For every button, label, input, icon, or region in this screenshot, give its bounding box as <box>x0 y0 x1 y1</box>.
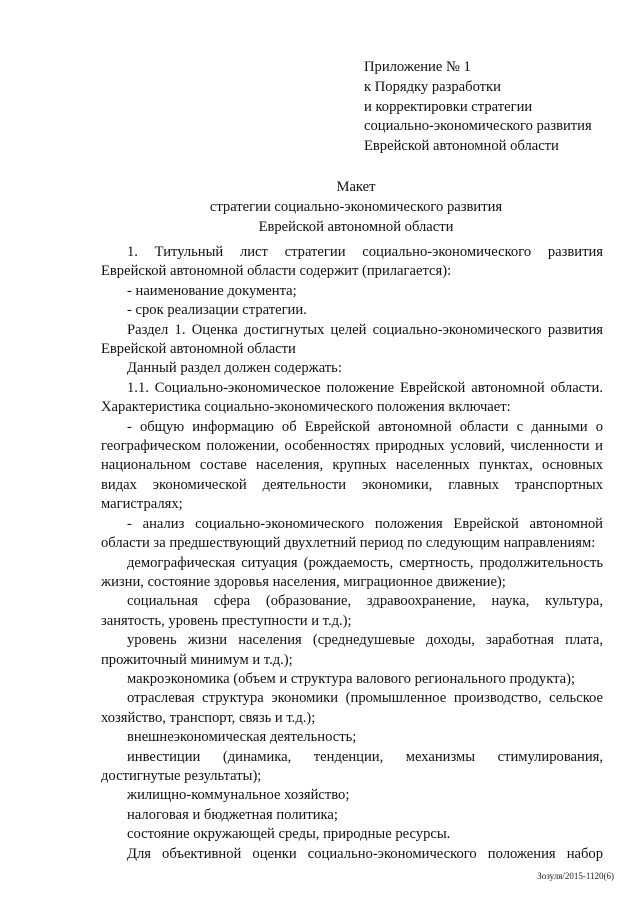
document-title <box>100 178 612 237</box>
document-code: Зозуля/2015-1120(6) <box>537 871 614 881</box>
body-paragraph: 1.1. Социально-экономическое положение Еврейской автономной области. Характеристика социально-экономического положения включает: <box>101 379 603 416</box>
direction-item: жилищно-коммунальное хозяйство; <box>127 787 350 804</box>
section-heading: Раздел 1. Оценка достигнутых целей социально-экономического развития Еврейской автономной области <box>101 321 603 358</box>
direction-item: инвестиции (динамика, тенденции, механизмы стимулирования, достигнутые результаты); <box>101 748 603 784</box>
direction-item: социальная сфера (образование, здравоохранение, наука, культура, занятость, уровень преступности и т.д.); <box>101 593 603 629</box>
direction-item: макроэкономика (объем и структура валового регионального продукта); <box>127 670 576 687</box>
direction-item: демографическая ситуация (рождаемость, смертность, продолжительность жизни, состояние здоровья населения, миграционное движение); <box>101 554 603 590</box>
direction-item: состояние окружающей среды, природные ресурсы. <box>127 826 451 843</box>
body-list-item: - срок реализации стратегии. <box>127 302 307 319</box>
body-list-item: - наименование документа; <box>127 282 297 299</box>
direction-item: налоговая и бюджетная политика; <box>127 806 338 823</box>
direction-item: уровень жизни населения (среднедушевые доходы, заработная плата, прожиточный минимум и т.д.); <box>101 632 603 668</box>
title-line: Макет <box>336 179 376 195</box>
title-line: стратегии социально-экономического развития <box>209 198 503 215</box>
body-paragraph: Для объективной оценки социально-экономического положения набор <box>127 845 603 862</box>
body-list-item: - общую информацию об Еврейской автономной области с данными о географическом положении, особенностях природных условий, численности и национальном составе населения, крупных населенных пунктах, основных видах экономической деятельности экономики, главных транспортных магистралях; <box>101 418 603 513</box>
direction-item: внешнеэкономическая деятельность; <box>127 729 357 746</box>
appendix-line: Еврейской автономной области <box>364 138 559 155</box>
body-paragraph: Данный раздел должен содержать: <box>127 360 342 377</box>
body-paragraph: 1. Титульный лист стратегии социально-экономического развития Еврейской автономной области содержит (прилагается): <box>101 244 603 280</box>
appendix-line: социально-экономического развития <box>364 118 592 135</box>
direction-item: отраслевая структура экономики (промышленное производство, сельское хозяйство, транспорт, связь и т.д.); <box>101 690 603 726</box>
appendix-line: Приложение № 1 <box>364 59 471 75</box>
appendix-line: к Порядку разработки <box>364 78 501 95</box>
title-line: Еврейской автономной области <box>258 218 454 235</box>
appendix-line: и корректировки стратегии <box>364 98 533 115</box>
appendix-header <box>364 58 624 157</box>
body-list-item: - анализ социально-экономического положения Еврейской автономной области за предшествующий двухлетний период по следующим направлениям: <box>101 515 603 552</box>
document-body <box>101 243 603 864</box>
